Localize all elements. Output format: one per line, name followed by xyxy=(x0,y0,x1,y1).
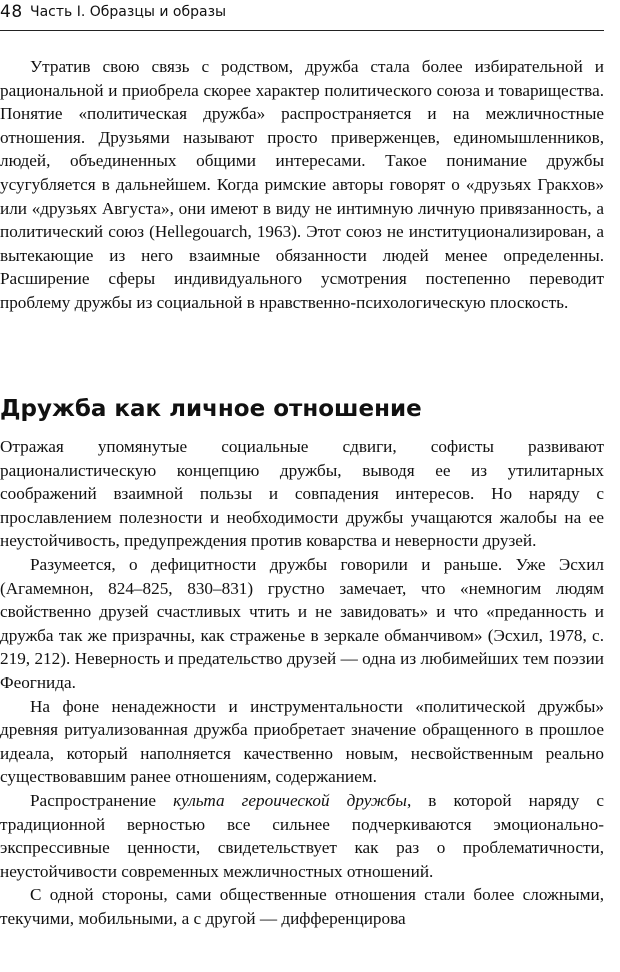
paragraph-with-italic xyxy=(0,789,604,883)
running-header xyxy=(0,0,604,31)
paragraph: Отражая упомянутые социальные сдвиги, софисты развивают рационалистическую концепцию дружбы, выводя ее из утилитарных соображений взаимной пользы и совпадения интересов. Но наряду с прославлением полезности и необходимости дружбы учащаются жалобы на ее неустойчивость, предупреждения против коварства и неверности друзей. xyxy=(0,437,604,551)
intro-paragraph-block xyxy=(0,55,604,315)
text-run: , в которой наряду с традиционной верностью все сильнее подчеркиваются эмоционально-экспрессивные ценности, свидетельствует как раз о проблематичности, неустойчивости современных межличностных отношений. xyxy=(0,790,604,881)
paragraph: Разумеется, о дефицитности дружбы говорили и раньше. Уже Эсхил (Агамемнон, 824–825, 830–831) грустно замечает, что «немногим людям свойственно друзей счастливых чтить и не завидовать» и что «преданность и дружба так же призрачны, как страженье в зеркале обманчивом» (Эсхил, 1978, с. 219, 212). Неверность и предательство друзей — одна из любимейших тем поэзии Феогнида. xyxy=(0,554,604,692)
paragraph: На фоне ненадежности и инструментальности «политической дружбы» древняя ритуализованная дружба приобретает значение обращенного в прошлое идеала, который наполняется качественно новым, несвойственным реально существовавшим ранее отношениям, содержанием. xyxy=(0,696,604,787)
section-body xyxy=(0,435,604,930)
paragraph: Утратив свою связь с родством, дружба стала более избирательной и рациональной и приобрела скорее характер политического союза и товарищества. Понятие «политическая дружба» распространяется и на межличностные отношения. Друзьями называют просто приверженцев, единомышленников, людей, объединенных общими интересами. Такое понимание дружбы усугубляется в дальнейшем. Когда римские авторы говорят о «друзьях Гракхов» или «друзьях Августа», они имеют в виду не интимную личную привязанность, а политический союз (Hellegouarch, 1963). Этот союз не институционализирован, а вытекающие из него взаимные обязанности людей менее определенны. Расширение сферы индивидуального усмотрения постепенно переводит проблему дружбы из социальной в нравственно-психологическую плоскость. xyxy=(0,57,604,312)
paragraph: С одной стороны, сами общественные отношения стали более сложными, текучими, мобильными, а с другой — дифференцирова xyxy=(0,885,604,928)
section-heading: Дружба как личное отношение xyxy=(0,396,422,422)
running-header-title: Часть I. Образцы и образы xyxy=(30,4,227,20)
italic-term: культа героической дружбы xyxy=(173,790,407,810)
text-run: Распространение xyxy=(30,790,174,810)
page-number: 48 xyxy=(0,2,23,22)
